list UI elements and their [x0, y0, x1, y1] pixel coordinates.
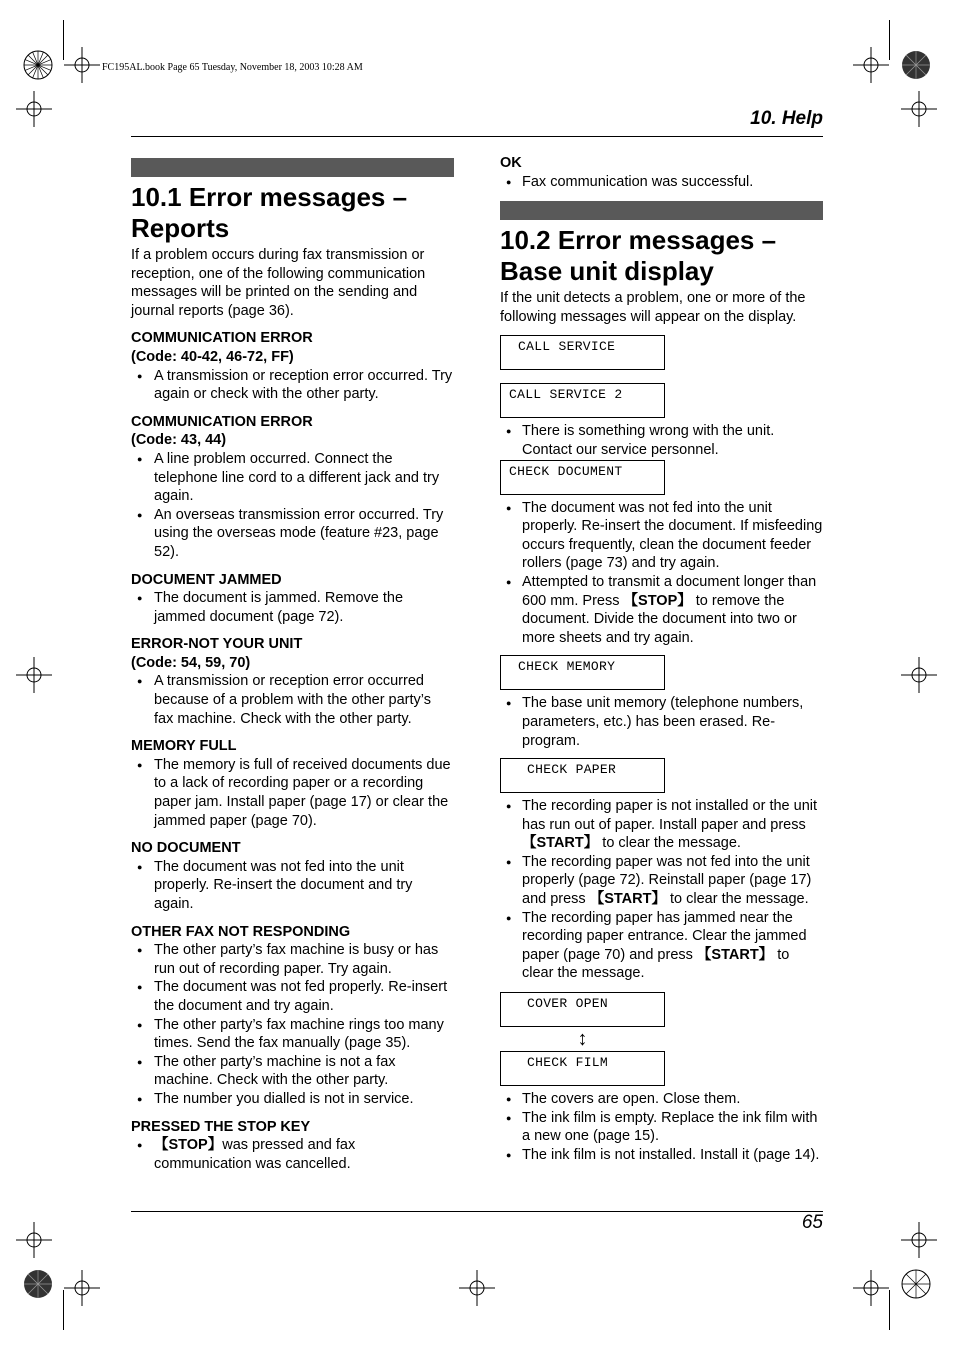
section-bar: [131, 158, 454, 177]
crosshair-mark-icon: [62, 45, 102, 85]
crosshair-mark-icon: [14, 655, 54, 695]
error-entry: [131, 413, 454, 562]
registration-sunburst-icon: [18, 1264, 58, 1304]
start-key-label: 【START】: [696, 946, 774, 963]
lcd-display: CHECK PAPER: [500, 758, 665, 793]
start-key-label: 【START】: [589, 891, 666, 908]
crosshair-mark-icon: [14, 89, 54, 129]
error-title: MEMORY FULL: [131, 738, 237, 755]
bullet-item: ● A line problem occurred. Connect the telephone line cord to a different jack and try again.: [131, 450, 454, 506]
bullet-text: The recording paper is not installed or the unit has run out of paper. Install paper and press: [522, 798, 818, 833]
bullet-text: was pressed and fax communication was cancelled.: [154, 1137, 356, 1172]
error-title: ERROR-NOT YOUR UNIT: [131, 636, 303, 653]
section-title-line: 10.1 Error messages –: [131, 182, 408, 212]
bullet-text: Attempted to transmit a document longer than 600 mm. Press: [522, 573, 817, 609]
right-column: [500, 154, 823, 1164]
left-column: [131, 158, 454, 1173]
crosshair-mark-icon: [457, 1268, 497, 1308]
crosshair-mark-icon: [851, 1268, 891, 1308]
section-intro: If the unit detects a problem, one or more of the following messages will appear on the display.: [500, 290, 806, 325]
crop-line: [63, 1290, 64, 1330]
bullet-item: ● The number you dialled is not in service.: [131, 1090, 454, 1109]
crosshair-mark-icon: [14, 1220, 54, 1260]
error-code: (Code: 40-42, 46-72, FF): [131, 348, 294, 365]
section-title-line: Reports: [131, 213, 230, 243]
bullet-text: The recording paper was not fed into the unit properly (page 72). Reinstall paper (page 17) and press: [522, 853, 812, 908]
chapter-title: 10. Help: [750, 108, 823, 129]
bullet-item: ● Fax communication was successful.: [500, 173, 823, 192]
bullet-item: ● The document was not fed into the unit properly. Re-insert the document. If misfeeding occurs frequently, clean the document feeder rollers (page 73) and try again.: [500, 499, 823, 573]
bullet-item: ● The ink film is empty. Replace the ink film with a new one (page 15).: [500, 1109, 823, 1146]
error-title: DOCUMENT JAMMED: [131, 571, 282, 588]
bullet-item: [500, 573, 823, 647]
bullet-item: ● The document is jammed. Remove the jammed document (page 72).: [131, 589, 454, 626]
section-title-line: 10.2 Error messages –: [500, 225, 777, 256]
print-header: FC195AL.book Page 65 Tuesday, November 18, 2003 10:28 AM: [102, 62, 363, 73]
bullet-item: ● A transmission or reception error occurred. Try again or check with the other party.: [131, 367, 454, 404]
lcd-display: CALL SERVICE 2: [500, 383, 665, 418]
bullet-text: to remove the document. Divide the document into two or more sheets and try again.: [522, 592, 797, 646]
bullet-item: [500, 909, 823, 983]
crosshair-mark-icon: [899, 655, 939, 695]
error-code: (Code: 54, 59, 70): [131, 654, 251, 671]
crop-line: [889, 20, 890, 60]
lcd-display: CHECK FILM: [500, 1051, 665, 1086]
error-code: (Code: 43, 44): [131, 432, 227, 449]
section-title-display: [500, 225, 823, 287]
bullet-item: [500, 853, 823, 909]
bullet-text: to clear the message.: [598, 835, 741, 852]
error-entry: [131, 839, 454, 913]
bullet-item: ● There is something wrong with the unit. Contact our service personnel.: [500, 422, 823, 459]
start-key-label: 【START】: [522, 835, 599, 852]
bullet-item: ● A transmission or reception error occurred because of a problem with the other party’s fax machine. Check with the other party.: [131, 672, 454, 728]
registration-sunburst-icon: [896, 45, 936, 85]
lcd-display: COVER OPEN: [500, 992, 665, 1027]
crosshair-mark-icon: [62, 1268, 102, 1308]
error-title: NO DOCUMENT: [131, 840, 241, 857]
bullet-item: ● The covers are open. Close them.: [500, 1090, 823, 1109]
error-title: PRESSED THE STOP KEY: [131, 1118, 311, 1135]
error-entry: [131, 923, 454, 1109]
bullet-item: ● The memory is full of received documents due to a lack of recording paper or a recording paper jam. Install paper (page 17) or clear the jammed paper (page 70).: [131, 756, 454, 830]
bullet-item: ● The document was not fed into the unit properly. Re-insert the document and try again.: [131, 858, 454, 914]
bullet-item: ● The base unit memory (telephone numbers, parameters, etc.) has been erased. Re-program.: [500, 694, 823, 750]
lcd-display: CHECK MEMORY: [500, 655, 665, 690]
bullet-item: ● The other party’s fax machine rings too many times. Send the fax manually (page 35).: [131, 1016, 454, 1053]
bullet-item: ● The other party’s machine is not a fax machine. Check with the other party.: [131, 1053, 454, 1090]
crop-line: [889, 1290, 890, 1330]
section-intro: If a problem occurs during fax transmission or reception, one of the following communication messages will be printed on the sending and journal reports (page 36).: [131, 247, 426, 319]
error-title: OTHER FAX NOT RESPONDING: [131, 923, 351, 940]
error-entry: [131, 571, 454, 627]
stop-key-label: 【STOP】: [623, 592, 692, 609]
error-entry: [131, 737, 454, 830]
registration-sunburst-icon: [18, 45, 58, 85]
error-entry: [131, 329, 454, 403]
bullet-text: The recording paper has jammed near the recording paper entrance. Clear the jammed paper (page 70) and press: [522, 909, 807, 963]
bullet-item: ● The ink film is not installed. Install it (page 14).: [500, 1146, 823, 1165]
section-bar: [500, 201, 823, 220]
footer-rule: [131, 1211, 823, 1212]
crosshair-mark-icon: [899, 89, 939, 129]
error-entry: [131, 635, 454, 728]
error-title: COMMUNICATION ERROR: [131, 413, 313, 430]
lcd-display: CALL SERVICE: [500, 335, 665, 370]
error-title: OK: [500, 155, 522, 171]
page-number: 65: [801, 1212, 823, 1233]
bullet-item: [500, 797, 823, 853]
bullet-text: to clear the message.: [522, 946, 790, 982]
error-title: COMMUNICATION ERROR: [131, 330, 313, 347]
lcd-display: CHECK DOCUMENT: [500, 460, 665, 495]
bullet-text: to clear the message.: [665, 891, 809, 908]
section-title-line: Base unit display: [500, 256, 714, 287]
stop-key-label: 【STOP】: [154, 1137, 223, 1154]
crop-line: [63, 20, 64, 60]
bullet-item: ● An overseas transmission error occurred. Try using the overseas mode (feature #23, page 52).: [131, 506, 454, 562]
bullet-item: [131, 1136, 454, 1173]
registration-sunburst-icon: [896, 1264, 936, 1304]
updown-arrow-icon: ↕: [577, 1028, 588, 1051]
bullet-item: ● The other party’s fax machine is busy or has run out of recording paper. Try again.: [131, 941, 454, 978]
header-rule: [131, 136, 823, 137]
crosshair-mark-icon: [899, 1220, 939, 1260]
error-entry: [131, 1118, 454, 1174]
bullet-item: ● The document was not fed properly. Re-insert the document and try again.: [131, 978, 454, 1015]
section-title-reports: [131, 182, 454, 244]
crosshair-mark-icon: [851, 45, 891, 85]
